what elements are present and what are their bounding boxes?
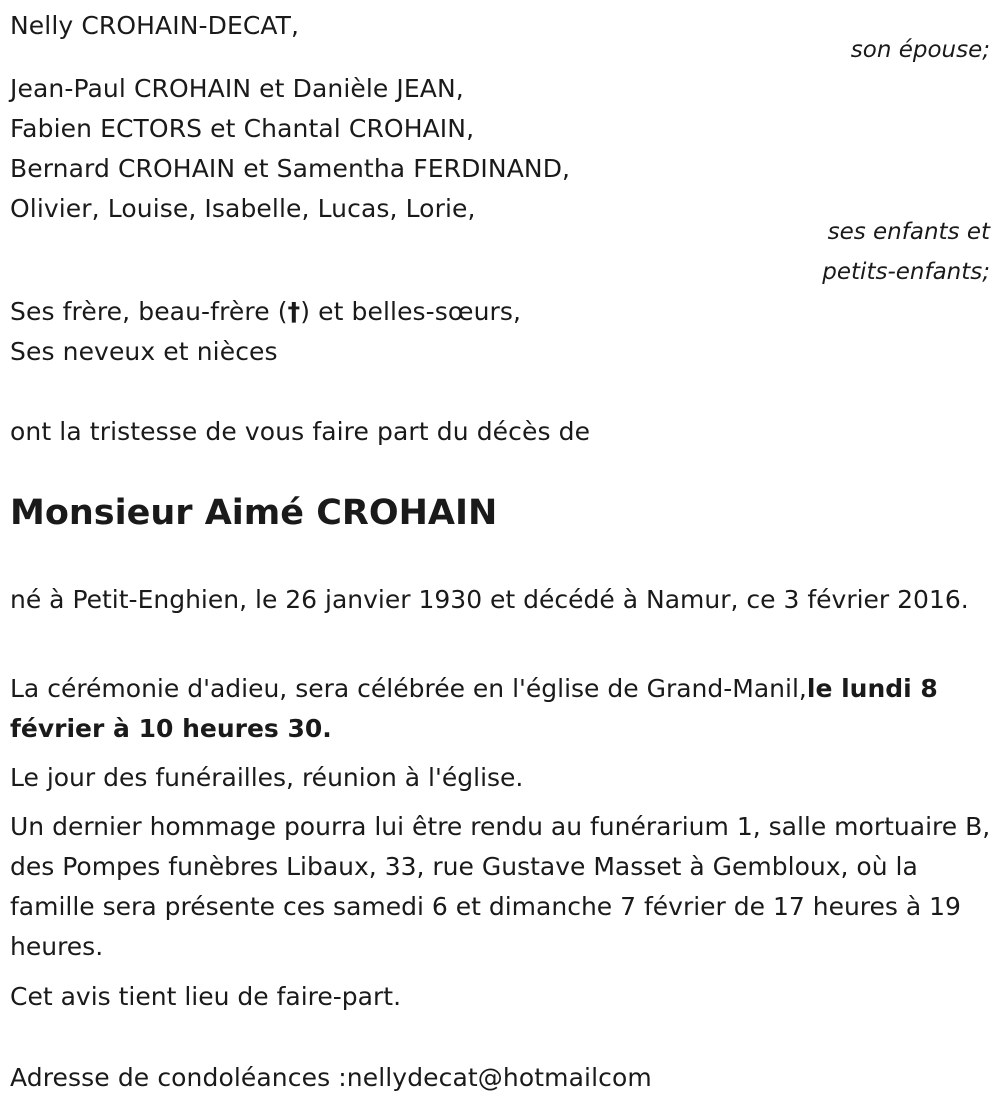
- grandchildren-line: Olivier, Louise, Isabelle, Lucas, Lorie,: [10, 194, 476, 223]
- child-line-2: Fabien ECTORS et Chantal CROHAIN,: [10, 114, 475, 143]
- relatives-text-after: ) et belles-sœurs,: [300, 297, 522, 326]
- notice-text: Cet avis tient lieu de faire-part.: [10, 982, 402, 1011]
- relatives-line-2: Ses neveux et nièces: [10, 337, 278, 366]
- condolences-address: Adresse de condoléances :nellydecat@hotmailcom: [10, 1063, 652, 1092]
- spouse-role: son épouse;: [850, 37, 990, 63]
- relatives-line-1: [10, 292, 521, 332]
- deceased-name: Monsieur Aimé CROHAIN: [10, 493, 498, 533]
- children-role-2: petits-enfants;: [822, 259, 990, 285]
- cross-icon: †: [287, 297, 301, 326]
- child-line-1: Jean-Paul CROHAIN et Danièle JEAN,: [10, 74, 464, 103]
- funeral-day-info: Le jour des funérailles, réunion à l'église.: [10, 763, 524, 792]
- birth-death-info: né à Petit-Enghien, le 26 janvier 1930 et décédé à Namur, ce 3 février 2016.: [10, 585, 969, 614]
- announcement: ont la tristesse de vous faire part du décès de: [10, 417, 591, 446]
- ceremony-date: le lundi 8 février à 10 heures 30.: [10, 674, 938, 743]
- relatives-text-before: Ses frère, beau-frère (: [10, 297, 288, 326]
- child-line-3: Bernard CROHAIN et Samentha FERDINAND,: [10, 154, 571, 183]
- ceremony-text: La cérémonie d'adieu, sera célébrée en l'église de Grand-Manil,: [10, 674, 807, 703]
- children-role-1: ses enfants et: [827, 219, 990, 245]
- ceremony-info: [10, 669, 995, 749]
- tribute-info: Un dernier hommage pourra lui être rendu au funérarium 1, salle mortuaire B, des Pompes funèbres Libaux, 33, rue Gustave Masset à Gembloux, où la famille sera présente ces samedi 6 et dimanche 7 février de 17 heures à 19 heures.: [10, 812, 991, 961]
- spouse-name: Nelly CROHAIN-DECAT,: [10, 11, 300, 40]
